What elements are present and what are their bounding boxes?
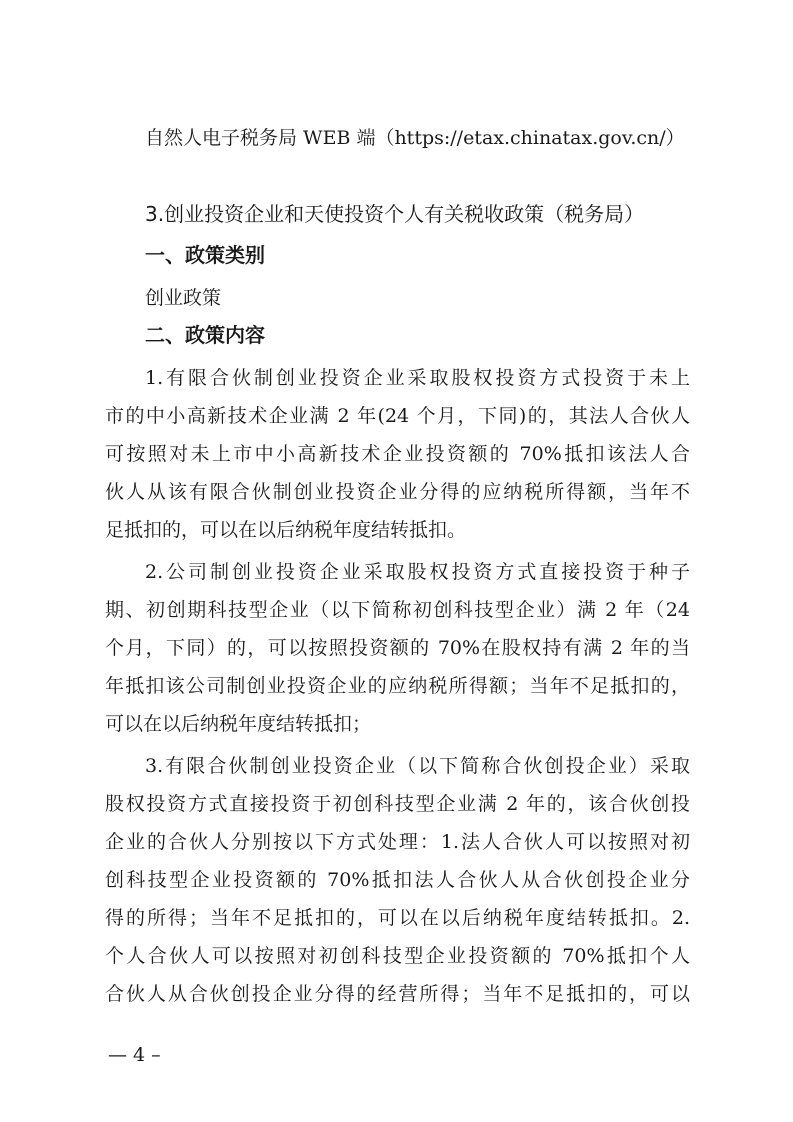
paragraph-line: 年抵扣该公司制创业投资企业的应纳税所得额；当年不足抵扣的， xyxy=(105,675,690,697)
paragraph-line: 可以在以后纳税年度结转抵扣； xyxy=(105,713,372,735)
policy-category-value: 创业政策 xyxy=(145,287,222,309)
section-title: 3.创业投资企业和天使投资个人有关税收政策（税务局） xyxy=(145,202,645,226)
paragraph-line: 合伙人从合伙创投企业分得的经营所得；当年不足抵扣的，可以 xyxy=(105,983,690,1005)
paragraph-line: 伙人从该有限合伙制创业投资企业分得的应纳税所得额，当年不 xyxy=(105,481,690,503)
heading-policy-category: 一、政策类别 xyxy=(145,243,265,267)
website-line: 自然人电子税务局 WEB 端（https://etax.chinatax.gov.cn/） xyxy=(145,127,685,149)
paragraph-line: 3.有限合伙制创业投资企业（以下简称合伙创投企业）采取 xyxy=(145,755,690,777)
paragraph-line: 股权投资方式直接投资于初创科技型企业满 2 年的，该合伙创投 xyxy=(105,793,690,815)
page-number: — 4 – xyxy=(108,1044,161,1066)
heading-policy-content: 二、政策内容 xyxy=(145,323,265,347)
paragraph-line: 2.公司制创业投资企业采取股权投资方式直接投资于种子 xyxy=(145,561,690,583)
paragraph-line: 市的中小高新技术企业满 2 年(24 个月，下同)的，其法人合伙人 xyxy=(105,405,690,427)
paragraph-line: 期、初创期科技型企业（以下简称初创科技型企业）满 2 年（24 xyxy=(105,599,690,621)
paragraph-line: 得的所得；当年不足抵扣的，可以在以后纳税年度结转抵扣。2. xyxy=(105,907,690,929)
paragraph-line: 企业的合伙人分别按以下方式处理：1.法人合伙人可以按照对初 xyxy=(105,831,690,853)
paragraph-line: 1.有限合伙制创业投资企业采取股权投资方式投资于未上 xyxy=(145,367,690,389)
paragraph-line: 创科技型企业投资额的 70%抵扣法人合伙人从合伙创投企业分 xyxy=(105,869,690,891)
paragraph-line: 可按照对未上市中小高新技术企业投资额的 70%抵扣该法人合 xyxy=(105,443,690,465)
paragraph-line: 个人合伙人可以按照对初创科技型企业投资额的 70%抵扣个人 xyxy=(105,945,690,967)
paragraph-line: 个月，下同）的，可以按照投资额的 70%在股权持有满 2 年的当 xyxy=(105,637,690,659)
paragraph-line: 足抵扣的，可以在以后纳税年度结转抵扣。 xyxy=(105,519,467,541)
